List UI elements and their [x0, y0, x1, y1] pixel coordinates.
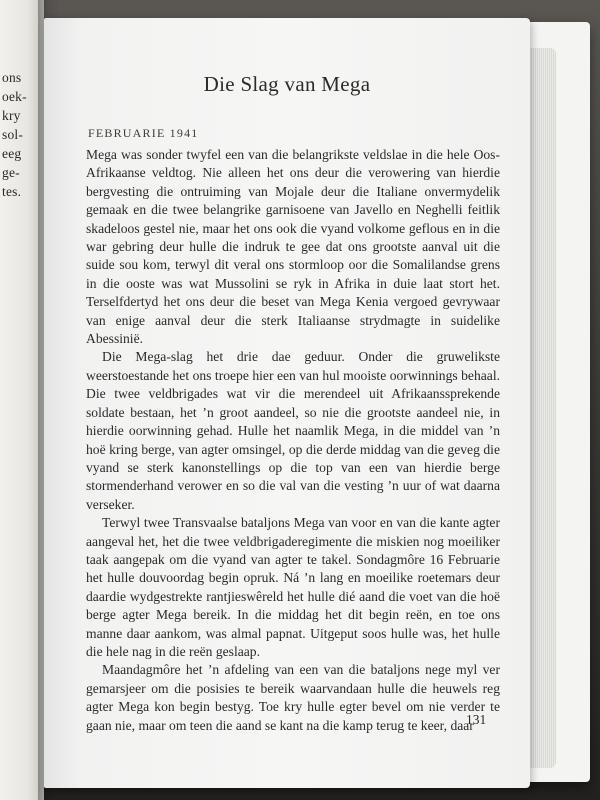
chapter-title: Die Slag van Mega [203, 72, 371, 96]
left-page-line: tes. [2, 184, 22, 199]
left-page-line: kry [2, 108, 21, 123]
left-page-line: ge- [2, 165, 20, 180]
paragraph: Die Mega-slag het drie dae geduur. Onder die gruwelikste weerstoestande het ons troepe hier een van hul mooiste oorwinnings behaal. Die twee veldbrigades wat vir die merendeel uit Afrikaanssprekende soldate bestaan, het ’n groot aandeel, so nie die grootste aandeel nie, in hierdie oorwinning gehad. Hulle het naamlik Mega, in die middel van ’n hoë kring berge, van agter omsingel, op die derde middag van die geveg die vyand se sterk kanonstellings op die top van een van hierdie berge stormenderhand verower en so die val van die vesting ’n uur of wat daarna verseker. [86, 349, 500, 512]
left-page-line: oek- [2, 89, 27, 104]
body-text [86, 146, 500, 735]
paragraph: Maandagmôre het ’n afdeling van een van die bataljons nege myl ver gemarsjeer om die posisies te bereik waarvandaan hulle die heuwels reg agter Mega kon begin bestyg. Toe kry hulle egter bevel om nie verder te gaan nie, maar om teen die aand se kant na die kamp terug te keer, daar [86, 662, 500, 733]
left-page-line: ons [2, 70, 22, 85]
paragraph: Terwyl twee Transvaalse bataljons Mega van voor en van die kante agter aangeval het, het die twee veldbrigaderegimente die miskien nog moeiliker taak aangepak om die vyand van agter te takel. Sondagmôre 16 Februarie het hulle douvoordag begin opruk. Ná ’n lang en moeilike roetemars deur daardie wydgestrekte rantjieswêreld het hulle dié aand die voet van die hoë berge agter Mega bereik. In die middag het dit begin reën, en toe ons manne daar aankom, was almal papnat. Uitgeput soos hulle was, het hulle die hele nag in die reën geslaap. [86, 515, 500, 659]
paragraph: Mega was sonder twyfel een van die belangrikste veldslae in die hele Oos-Afrikaanse veldtog. Nie alleen het ons deur die verowering van hierdie bergvesting die ontruiming van Mojale deur die Italiane onvermydelik gemaak en die twee belangrike garnisoene van Javello en Neghelli feitlik skadeloos gestel nie, maar het ons ook die vyand volkome geflous en in die war gebring deur hulle die indruk te gee dat ons grootste aanval uit die suide sou kom, terwyl dit veral ons stormloop oor die Somalilandse grens in die ooste was wat Mussolini se ryk in Afrika in duie laat stort het. Terselfdertyd het ons deur die beset van Mega Kenia vergoed gevrywaar van enige aanval deur die sterk Italiaanse strydmagte in suidelike Abessinië. [86, 147, 500, 347]
page-number: 131 [466, 712, 487, 727]
date-heading: FEBRUARIE 1941 [88, 126, 199, 140]
left-page-line: sol- [2, 127, 24, 142]
left-page-line: eeg [2, 146, 22, 161]
